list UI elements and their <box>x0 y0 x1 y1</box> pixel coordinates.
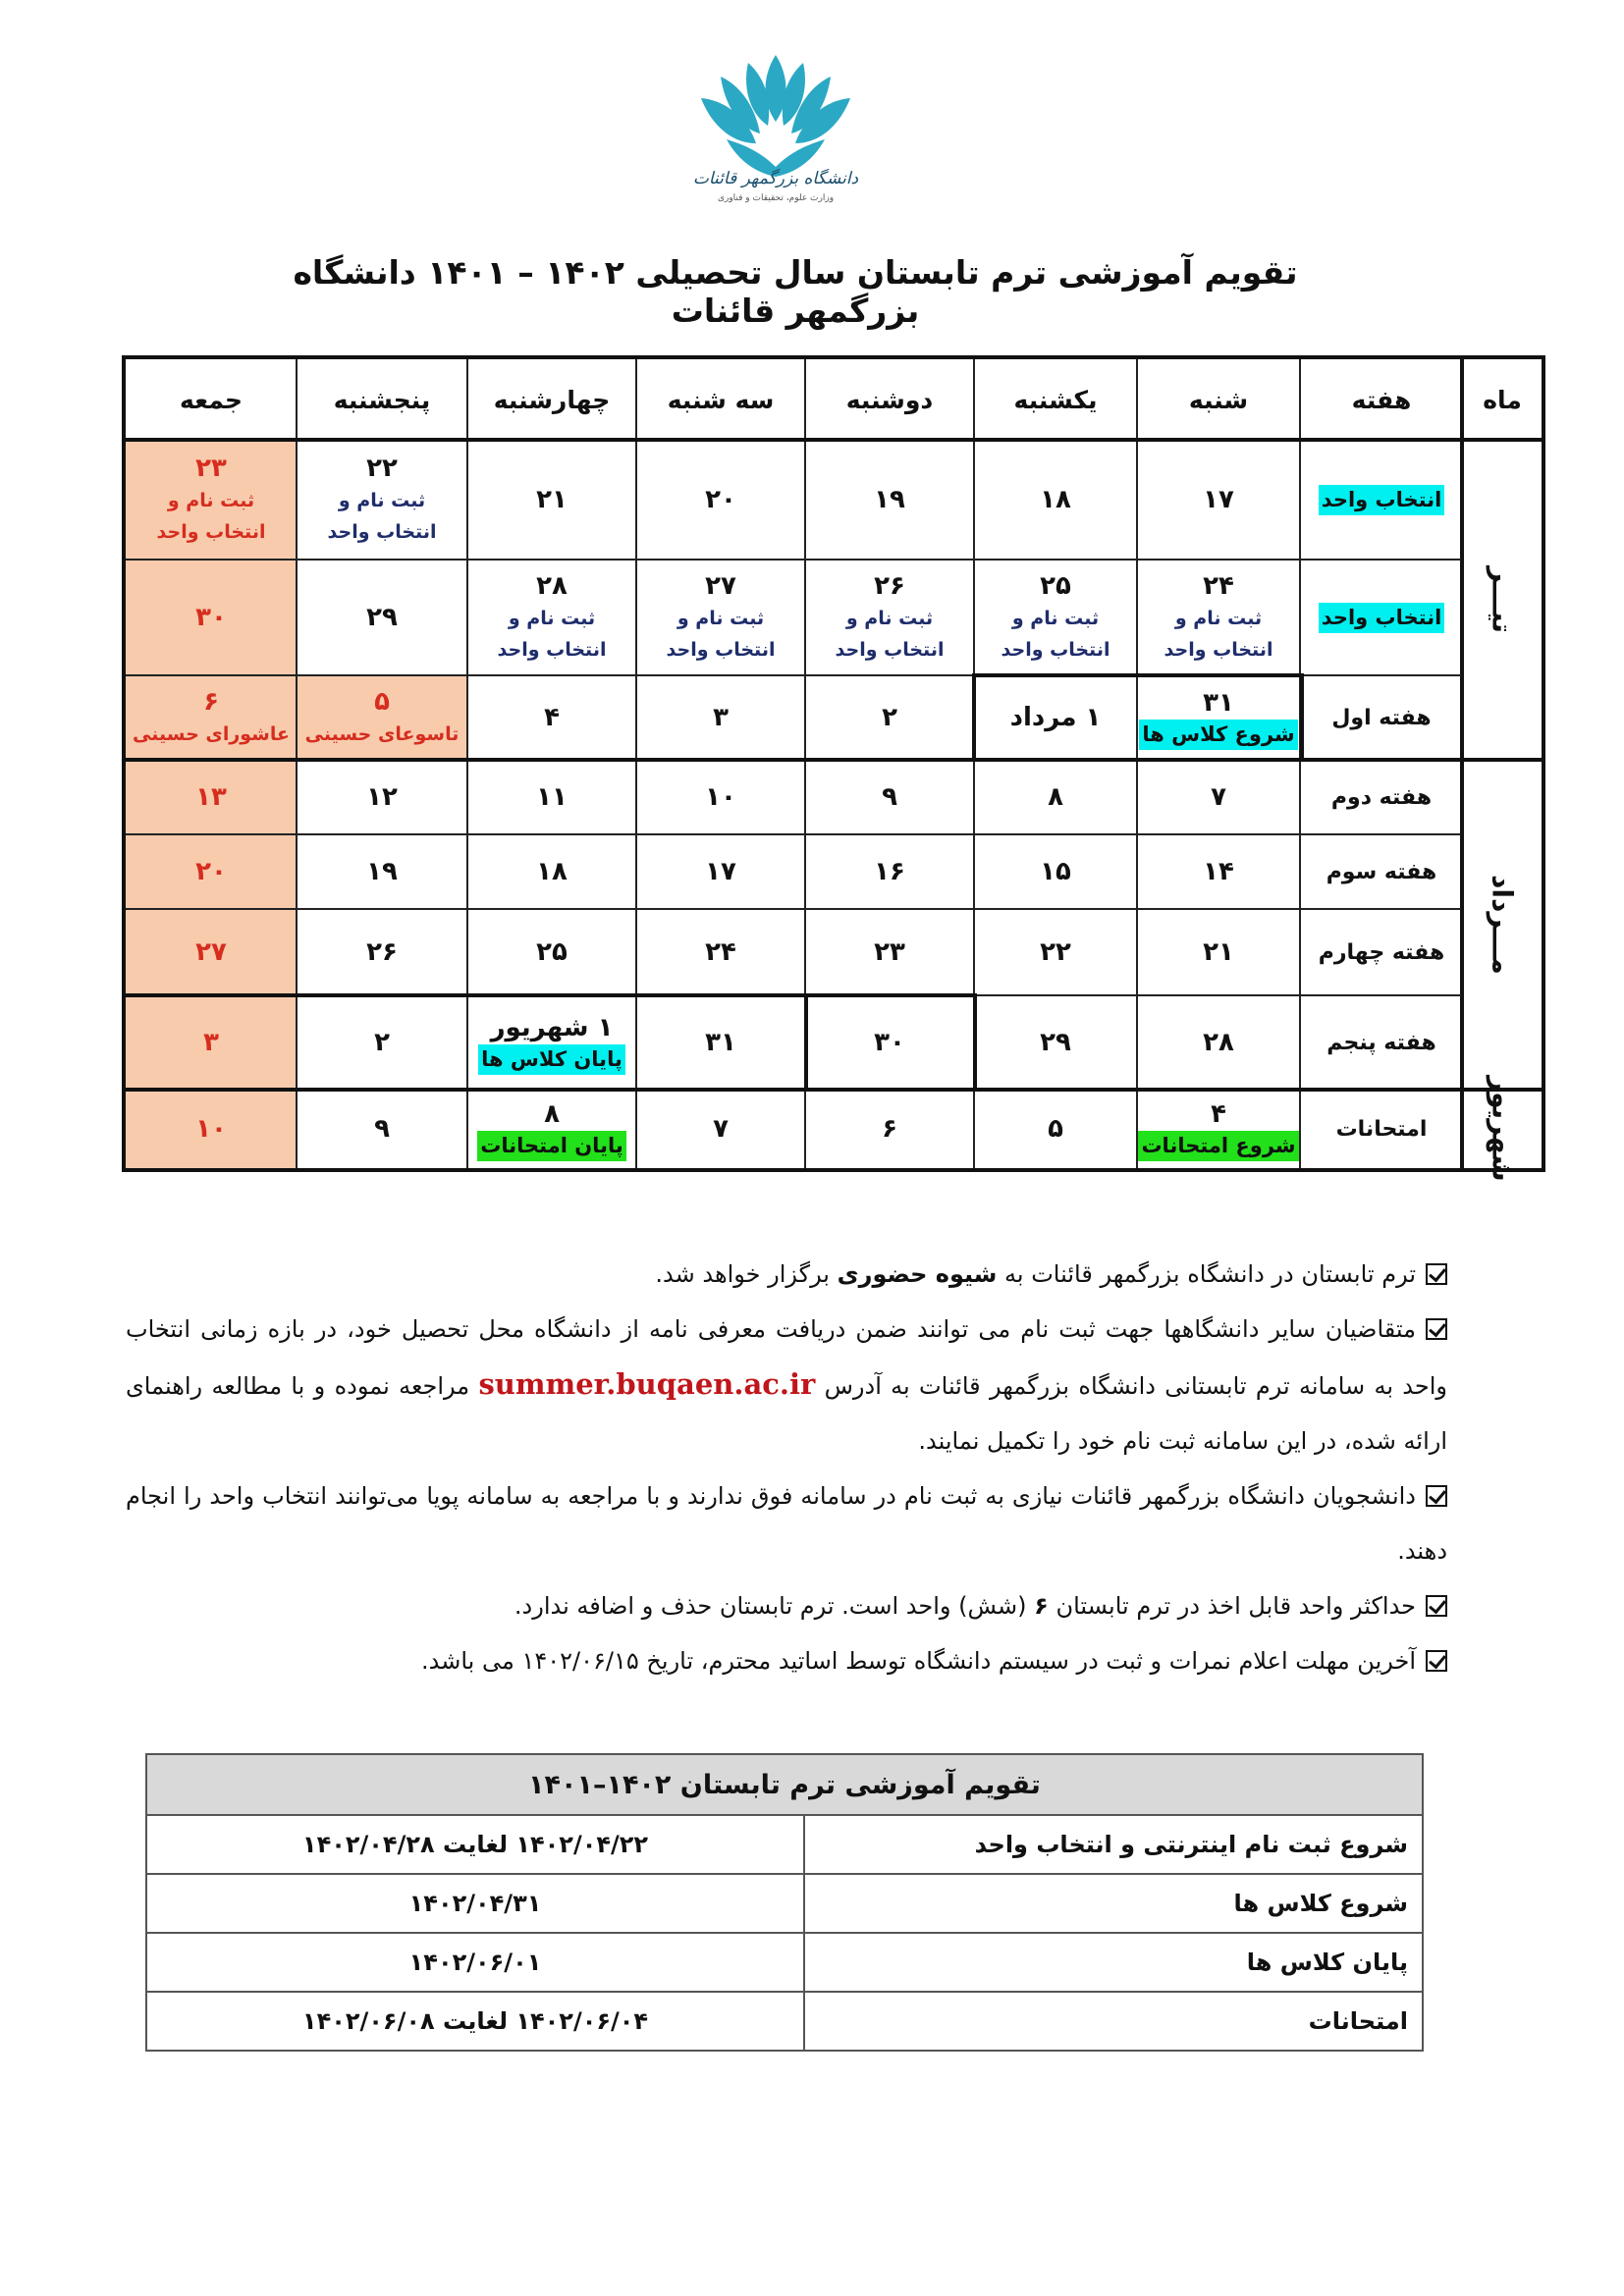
day-number: ۳ <box>203 1028 219 1057</box>
day-number: ۲۳ <box>195 454 227 483</box>
day-number: ۱۰ <box>705 782 736 812</box>
month-name: تیـــر <box>1486 565 1519 634</box>
calendar-day-cell <box>297 760 467 834</box>
day-number: ۳ <box>713 703 729 732</box>
week-label <box>1300 440 1463 560</box>
header-day: یکشنبه <box>1013 385 1098 414</box>
calendar-day-cell <box>467 440 636 560</box>
day-number: ۲۱ <box>536 485 568 514</box>
note-text: ترم تابستان در دانشگاه بزرگمهر قائنات به <box>997 1260 1416 1288</box>
week-label: هفته سوم <box>1326 859 1437 884</box>
registration-note: ثبت نام و <box>1174 608 1263 629</box>
day-number: ۲۰ <box>705 485 736 514</box>
notes-list <box>126 1247 1447 1688</box>
calendar-day-cell <box>126 834 297 909</box>
calendar-day-cell <box>297 1090 467 1168</box>
day-number: ۱۲ <box>366 782 398 812</box>
note-item <box>126 1578 1447 1633</box>
highlight-border <box>804 993 975 997</box>
calendar-day-cell <box>805 560 974 675</box>
day-number: ۱۸ <box>536 857 568 886</box>
event-note: تاسوعای حسینی <box>304 723 460 745</box>
note-text: (شش) واحد است. ترم تابستان حذف و اضافه ندارد. <box>514 1592 1035 1620</box>
note-item <box>126 1247 1447 1302</box>
note-item <box>126 1468 1447 1578</box>
checkbox-icon <box>1426 1318 1447 1340</box>
header-week: هفته <box>1351 385 1412 414</box>
registration-note: انتخاب واحد <box>835 639 945 661</box>
highlight-border <box>804 993 808 1090</box>
calendar-day-cell <box>636 995 805 1090</box>
day-number: ۲۷ <box>195 937 227 967</box>
summary-label: امتحانات <box>804 1992 1423 2051</box>
day-number: ۱۹ <box>874 485 905 514</box>
week-label: هفته دوم <box>1330 784 1433 810</box>
registration-note: ثبت نام و <box>1011 608 1100 629</box>
highlight-border <box>972 758 1302 762</box>
calendar-day-cell <box>126 440 297 560</box>
highlight-border <box>973 993 977 1090</box>
calendar-day-cell <box>467 995 636 1090</box>
calendar-day-cell <box>805 909 974 995</box>
note-emphasis: شیوه حضوری <box>837 1260 998 1288</box>
week-label <box>1300 560 1463 675</box>
header-month: ماه <box>1483 385 1522 414</box>
logo-name: دانشگاه بزرگمهر قائنات <box>692 169 859 188</box>
calendar-day-cell <box>297 834 467 909</box>
note-text: متقاضیان سایر دانشگاهها جهت ثبت نام می توانند ضمن دریافت معرفی نامه از دانشگاه محل تحصیل خود، در بازه زمانی انتخاب واحد به سامانه ترم تابستانی دانشگاه بزرگمهر قائنات به آدرس <box>126 1315 1447 1400</box>
university-logo <box>687 45 864 222</box>
logo-subtitle: وزارت علوم، تحقیقات و فناوری <box>717 193 835 203</box>
day-number: ۵ <box>374 687 390 717</box>
week-label: هفته چهارم <box>1318 939 1445 965</box>
day-number: ۲۰ <box>195 857 227 886</box>
day-number: ۴ <box>544 703 560 732</box>
summary-table <box>145 1753 1424 2052</box>
summary-header-row <box>146 1754 1423 1815</box>
summary-row <box>146 1815 1423 1874</box>
day-number: ۱۹ <box>366 857 398 886</box>
calendar-day-cell <box>126 760 297 834</box>
calendar-day-cell <box>126 909 297 995</box>
day-number: ۶ <box>203 687 219 717</box>
calendar-day-cell <box>805 440 974 560</box>
event-note: عاشورای حسینی <box>133 723 290 745</box>
summary-value: ۱۴۰۲/۰۴/۲۲ لغایت ۱۴۰۲/۰۴/۲۸ <box>146 1815 804 1874</box>
calendar-day-cell <box>297 675 467 760</box>
event-note: پایان کلاس ها <box>478 1044 625 1075</box>
note-emphasis: ۶ <box>1034 1592 1049 1620</box>
highlight-border <box>126 993 805 997</box>
calendar-day-cell <box>467 760 636 834</box>
day-number: ۱ شهریور <box>490 1012 614 1042</box>
day-number: ۱۱ <box>536 782 568 812</box>
calendar-day-cell <box>974 1090 1137 1168</box>
calendar-day-cell <box>1137 760 1300 834</box>
registration-note: ثبت نام و <box>167 490 255 511</box>
summary-value: ۱۴۰۲/۰۶/۰۴ لغایت ۱۴۰۲/۰۶/۰۸ <box>146 1992 804 2051</box>
month-name: شهریور <box>1486 1076 1519 1182</box>
calendar-day-cell <box>636 834 805 909</box>
calendar-day-cell <box>636 760 805 834</box>
day-number: ۲ <box>882 703 897 732</box>
day-number: ۳۱ <box>1203 687 1234 718</box>
academic-calendar-table <box>122 355 1545 1182</box>
calendar-day-cell <box>297 440 467 560</box>
day-number: ۵ <box>1048 1114 1063 1144</box>
calendar-day-cell <box>974 834 1137 909</box>
day-number: ۲۹ <box>366 603 398 632</box>
calendar-day-cell <box>974 675 1137 760</box>
header-day: دوشنبه <box>845 385 934 414</box>
calendar-day-cell <box>636 909 805 995</box>
day-number: ۷ <box>713 1114 729 1144</box>
month-label <box>1463 760 1542 1090</box>
summary-label: شروع کلاس ها <box>804 1874 1423 1933</box>
day-number: ۲۲ <box>1040 937 1071 967</box>
header-day: جمعه <box>179 385 244 414</box>
summary-label: پایان کلاس ها <box>804 1933 1423 1992</box>
note-text: دانشجویان دانشگاه بزرگمهر قائنات نیازی به ثبت نام در سامانه فوق ندارند و با مراجعه به سامانه پویا می‌توانند انتخاب واحد را انجام دهند. <box>126 1482 1447 1565</box>
header-day: چهارشنبه <box>493 385 611 414</box>
calendar-day-cell <box>805 995 974 1090</box>
calendar-day-cell <box>974 760 1137 834</box>
registration-note: انتخاب واحد <box>1001 639 1110 661</box>
calendar-day-cell <box>805 760 974 834</box>
registration-note: انتخاب واحد <box>327 521 437 543</box>
calendar-day-cell <box>636 440 805 560</box>
calendar-day-cell <box>1137 675 1300 760</box>
month-name: مـــرداد <box>1486 875 1519 975</box>
day-number: ۲۵ <box>1040 571 1071 601</box>
registration-note: ثبت نام و <box>338 490 426 511</box>
day-number: ۷ <box>1211 782 1226 812</box>
day-number: ۲ <box>374 1028 390 1057</box>
unit-selection-label: انتخاب واحد <box>1319 485 1445 515</box>
calendar-day-cell <box>974 440 1137 560</box>
registration-url-link[interactable]: summer.buqaen.ac.ir <box>478 1367 816 1401</box>
day-number: ۱۴ <box>1203 857 1234 886</box>
note-item <box>126 1302 1447 1468</box>
highlight-border <box>974 1088 1141 1092</box>
event-note: شروع کلاس ها <box>1139 720 1297 750</box>
summary-row <box>146 1992 1423 2051</box>
month-label <box>1463 1076 1542 1182</box>
checkbox-icon <box>1426 1485 1447 1507</box>
day-number: ۲۸ <box>1203 1028 1234 1057</box>
calendar-day-cell <box>467 1090 636 1168</box>
day-number: ۲۵ <box>536 937 568 967</box>
calendar-day-cell <box>805 1090 974 1168</box>
note-text: آخرین مهلت اعلام نمرات و ثبت در سیستم دانشگاه توسط اساتید محترم، تاریخ ۱۴۰۲/۰۶/۱۵ می باشد. <box>421 1647 1416 1675</box>
calendar-day-cell <box>467 909 636 995</box>
header-day: سه شنبه <box>667 385 775 414</box>
calendar-day-cell <box>1137 1090 1300 1168</box>
day-number: ۲۶ <box>874 571 905 601</box>
week-label: هفته پنجم <box>1326 1030 1436 1055</box>
calendar-day-cell <box>297 995 467 1090</box>
day-number: ۲۳ <box>874 937 905 967</box>
day-number: ۱۳ <box>195 782 227 812</box>
day-number: ۱۶ <box>874 857 905 886</box>
calendar-day-cell <box>1137 440 1300 560</box>
registration-note: انتخاب واحد <box>497 639 607 661</box>
calendar-day-cell <box>636 1090 805 1168</box>
summary-value: ۱۴۰۲/۰۶/۰۱ <box>146 1933 804 1992</box>
summary-row <box>146 1933 1423 1992</box>
summary-value: ۱۴۰۲/۰۴/۳۱ <box>146 1874 804 1933</box>
page-title: تقویم آموزشی ترم تابستان سال تحصیلی ۱۴۰۲ – ۱۴۰۱ دانشگاه بزرگمهر قائنات <box>293 253 1298 330</box>
day-number: ۱۵ <box>1040 857 1071 886</box>
day-number: ۳۱ <box>705 1028 736 1057</box>
unit-selection-label: انتخاب واحد <box>1319 603 1445 633</box>
calendar-day-cell <box>636 560 805 675</box>
header-day: شنبه <box>1188 385 1249 414</box>
calendar-day-cell <box>467 834 636 909</box>
registration-note: انتخاب واحد <box>1164 639 1273 661</box>
checkbox-icon <box>1426 1263 1447 1285</box>
calendar-day-cell <box>974 995 1137 1090</box>
day-number: ۱ مرداد <box>1009 703 1102 732</box>
day-number: ۳۰ <box>195 603 227 632</box>
calendar-day-cell <box>126 995 297 1090</box>
note-text: مراجعه نموده و با مطالعه راهنمای ارائه شده، در این سامانه ثبت نام خود را تکمیل نمایند. <box>126 1372 1447 1455</box>
day-number: ۲۷ <box>705 571 736 601</box>
day-number: ۲۲ <box>366 454 398 483</box>
day-number: ۱۸ <box>1040 485 1071 514</box>
calendar-day-cell <box>1137 834 1300 909</box>
day-number: ۱۷ <box>705 857 736 886</box>
calendar-day-cell <box>126 560 297 675</box>
calendar-day-cell <box>1137 909 1300 995</box>
summary-row <box>146 1874 1423 1933</box>
event-note: شروع امتحانات <box>1138 1131 1298 1161</box>
highlight-border <box>1300 673 1304 760</box>
calendar-day-cell <box>1137 560 1300 675</box>
highlight-border <box>972 673 976 760</box>
day-number: ۸ <box>544 1098 560 1129</box>
checkbox-icon <box>1426 1650 1447 1672</box>
calendar-day-cell <box>467 560 636 675</box>
calendar-day-cell <box>974 909 1137 995</box>
registration-note: ثبت نام و <box>845 608 934 629</box>
calendar-day-cell <box>297 909 467 995</box>
week-label: امتحانات <box>1335 1116 1428 1142</box>
day-number: ۳۰ <box>874 1028 905 1057</box>
registration-note: ثبت نام و <box>677 608 765 629</box>
calendar-day-cell <box>1137 995 1300 1090</box>
event-note: پایان امتحانات <box>477 1131 625 1161</box>
calendar-day-cell <box>126 675 297 760</box>
highlight-border <box>804 1088 975 1092</box>
note-item <box>126 1633 1447 1688</box>
calendar-day-cell <box>126 1090 297 1168</box>
day-number: ۹ <box>374 1114 390 1144</box>
day-number: ۲۹ <box>1040 1028 1071 1057</box>
header-day: پنجشنبه <box>333 385 431 414</box>
calendar-day-cell <box>297 560 467 675</box>
summary-label: شروع ثبت نام اینترنتی و انتخاب واحد <box>804 1815 1423 1874</box>
day-number: ۴ <box>1211 1098 1226 1129</box>
registration-note: انتخاب واحد <box>666 639 776 661</box>
day-number: ۹ <box>882 782 897 812</box>
note-text: حداکثر واحد قابل اخذ در ترم تابستان <box>1048 1592 1416 1620</box>
month-label <box>1463 440 1542 760</box>
calendar-day-cell <box>636 675 805 760</box>
day-number: ۶ <box>882 1114 897 1144</box>
note-text: برگزار خواهد شد. <box>655 1260 838 1288</box>
calendar-day-cell <box>805 675 974 760</box>
day-number: ۲۱ <box>1203 937 1234 967</box>
registration-note: ثبت نام و <box>508 608 596 629</box>
registration-note: انتخاب واحد <box>156 521 266 543</box>
summary-title: تقویم آموزشی ترم تابستان ۱۴۰۲–۱۴۰۱ <box>146 1754 1423 1815</box>
day-number: ۲۸ <box>536 571 568 601</box>
calendar-day-cell <box>805 834 974 909</box>
calendar-day-cell <box>467 675 636 760</box>
day-number: ۱۷ <box>1203 485 1234 514</box>
calendar-day-cell <box>974 560 1137 675</box>
highlight-border <box>972 673 1302 677</box>
week-label: هفته اول <box>1331 705 1432 730</box>
checkbox-icon <box>1426 1595 1447 1617</box>
day-number: ۱۰ <box>195 1114 227 1144</box>
day-number: ۸ <box>1048 782 1063 812</box>
day-number: ۲۴ <box>1203 571 1234 601</box>
day-number: ۲۴ <box>705 937 736 967</box>
day-number: ۲۶ <box>366 937 398 967</box>
